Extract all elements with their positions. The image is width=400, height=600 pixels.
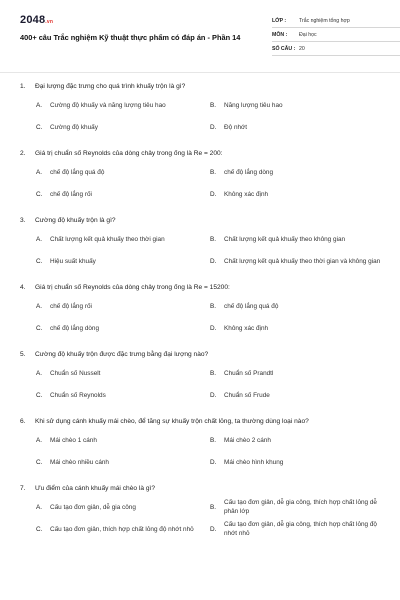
option-letter: C. bbox=[36, 525, 43, 533]
meta-value: 20 bbox=[299, 45, 305, 52]
meta-value: Trắc nghiệm tổng hợp bbox=[299, 17, 350, 24]
answer-option[interactable] bbox=[36, 362, 208, 384]
question-item bbox=[20, 78, 380, 145]
question-item bbox=[20, 413, 380, 480]
question-line bbox=[20, 480, 380, 496]
option-text: Cấu tạo đơn giản, dễ gia công bbox=[50, 503, 136, 511]
question-item bbox=[20, 279, 380, 346]
option-letter: B. bbox=[210, 168, 217, 176]
question-text: Khi sử dụng cánh khuấy mái chèo, để tăng sự khuấy trộn chất lỏng, ta thường dùng loại nào? bbox=[35, 417, 309, 425]
question-spacer bbox=[20, 339, 380, 346]
meta-row-count bbox=[272, 42, 400, 56]
option-letter: A. bbox=[36, 503, 43, 511]
option-text: chế độ lắng quá độ bbox=[224, 302, 279, 310]
question-number: 6. bbox=[20, 417, 26, 425]
option-letter: C. bbox=[36, 391, 43, 399]
option-letter: C. bbox=[36, 458, 43, 466]
question-item bbox=[20, 212, 380, 279]
option-text: Chuẩn số Frude bbox=[224, 391, 270, 399]
option-letter: D. bbox=[210, 190, 217, 198]
option-text: Mái chèo 1 cánh bbox=[50, 436, 97, 444]
meta-row-class bbox=[272, 14, 400, 28]
question-text: Giá trị chuẩn số Reynolds của dòng chảy trong ống là Re = 200: bbox=[35, 149, 223, 157]
question-spacer bbox=[20, 473, 380, 480]
option-letter: C. bbox=[36, 324, 43, 332]
question-number: 3. bbox=[20, 216, 26, 224]
option-text: Năng lượng tiêu hao bbox=[224, 101, 283, 109]
answer-option[interactable] bbox=[210, 161, 382, 183]
option-letter: A. bbox=[36, 302, 43, 310]
answer-option[interactable] bbox=[36, 161, 208, 183]
question-number: 4. bbox=[20, 283, 26, 291]
question-text: Cường độ khuấy trộn là gì? bbox=[35, 216, 116, 224]
question-number: 1. bbox=[20, 82, 26, 90]
option-text: Cấu tạo đơn giản, dễ gia công, thích hợp chất lỏng độ nhớt nhỏ bbox=[224, 521, 377, 537]
option-text: Mái chèo nhiều cánh bbox=[50, 458, 109, 466]
meta-value: Đại học bbox=[299, 31, 317, 38]
option-text: Cường độ khuấy và năng lượng tiêu hao bbox=[50, 101, 166, 109]
answer-options bbox=[20, 94, 380, 138]
option-text: chế độ lắng quá độ bbox=[50, 168, 105, 176]
question-spacer bbox=[20, 272, 380, 279]
option-letter: A. bbox=[36, 101, 43, 109]
option-text: chế độ lắng rối bbox=[50, 190, 92, 198]
answer-options bbox=[20, 496, 380, 540]
answer-options bbox=[20, 228, 380, 272]
option-letter: B. bbox=[210, 503, 217, 511]
question-item bbox=[20, 346, 380, 413]
answer-option[interactable] bbox=[36, 429, 208, 451]
answer-option[interactable] bbox=[210, 496, 382, 518]
question-line bbox=[20, 413, 380, 429]
question-list bbox=[20, 78, 380, 547]
answer-option[interactable] bbox=[210, 94, 382, 116]
document-meta bbox=[272, 14, 400, 56]
document-header bbox=[20, 14, 380, 70]
question-spacer bbox=[20, 540, 380, 547]
question-item bbox=[20, 480, 380, 547]
question-spacer bbox=[20, 205, 380, 212]
option-letter: A. bbox=[36, 235, 43, 243]
answer-option[interactable] bbox=[210, 451, 382, 473]
logo-main: 2048 bbox=[20, 14, 46, 26]
option-text: chế độ lắng dòng bbox=[50, 324, 100, 332]
answer-option[interactable] bbox=[36, 518, 208, 540]
question-text: Giá trị chuẩn số Reynolds của dòng chảy trong ống là Re = 15200: bbox=[35, 283, 230, 291]
answer-option[interactable] bbox=[36, 183, 208, 205]
option-text: Cường độ khuấy bbox=[50, 123, 98, 131]
answer-option[interactable] bbox=[36, 451, 208, 473]
option-text: Cấu tạo đơn giản, dễ gia công, thích hợp chất lỏng dễ phân lớp bbox=[224, 499, 377, 515]
option-letter: C. bbox=[36, 190, 43, 198]
answer-option[interactable] bbox=[210, 183, 382, 205]
answer-option[interactable] bbox=[210, 362, 382, 384]
answer-options bbox=[20, 362, 380, 406]
option-letter: B. bbox=[210, 302, 217, 310]
header-divider bbox=[0, 72, 400, 73]
option-letter: B. bbox=[210, 235, 217, 243]
option-text: Không xác định bbox=[224, 190, 269, 198]
option-text: chế độ lắng rối bbox=[50, 302, 92, 310]
question-number: 5. bbox=[20, 350, 26, 358]
document-title: 400+ câu Trắc nghiệm Kỹ thuật thực phẩm có đáp án - Phần 14 bbox=[20, 33, 241, 42]
question-text: Đại lượng đặc trưng cho quá trình khuấy trộn là gì? bbox=[35, 82, 186, 90]
answer-option[interactable] bbox=[210, 228, 382, 250]
option-letter: D. bbox=[210, 525, 217, 533]
question-line bbox=[20, 279, 380, 295]
option-letter: B. bbox=[210, 101, 217, 109]
question-spacer bbox=[20, 138, 380, 145]
answer-option[interactable] bbox=[210, 384, 382, 406]
answer-option[interactable] bbox=[210, 518, 382, 540]
answer-option[interactable] bbox=[210, 429, 382, 451]
answer-options bbox=[20, 429, 380, 473]
answer-option[interactable] bbox=[36, 317, 208, 339]
option-text: Mái chèo 2 cánh bbox=[224, 436, 271, 444]
answer-option[interactable] bbox=[36, 295, 208, 317]
meta-label: LỚP : bbox=[272, 17, 287, 24]
option-letter: D. bbox=[210, 257, 217, 265]
option-letter: A. bbox=[36, 436, 43, 444]
answer-option[interactable] bbox=[36, 250, 208, 272]
question-number: 7. bbox=[20, 484, 26, 492]
option-text: Không xác định bbox=[224, 324, 269, 332]
meta-label: MÔN : bbox=[272, 31, 288, 38]
answer-options bbox=[20, 295, 380, 339]
meta-label: SỐ CÂU : bbox=[272, 45, 296, 52]
answer-option[interactable] bbox=[36, 228, 208, 250]
option-letter: D. bbox=[210, 391, 217, 399]
meta-row-subject bbox=[272, 28, 400, 42]
question-line bbox=[20, 145, 380, 161]
answer-option[interactable] bbox=[210, 317, 382, 339]
option-text: Độ nhớt bbox=[224, 123, 248, 131]
option-text: Chuẩn số Reynolds bbox=[50, 391, 106, 399]
question-line bbox=[20, 346, 380, 362]
option-letter: C. bbox=[36, 257, 43, 265]
option-text: Cấu tạo đơn giản, thích hợp chất lỏng độ nhớt nhỏ bbox=[50, 525, 194, 533]
answer-option[interactable] bbox=[36, 496, 208, 518]
option-text: Hiệu suất khuấy bbox=[50, 257, 96, 265]
question-number: 2. bbox=[20, 149, 26, 157]
question-text: Ưu điểm của cánh khuấy mái chèo là gì? bbox=[35, 484, 155, 492]
option-letter: D. bbox=[210, 458, 217, 466]
option-text: Chất lượng kết quả khuấy theo không gian bbox=[224, 235, 346, 243]
option-text: chế độ lắng dòng bbox=[224, 168, 274, 176]
answer-option[interactable] bbox=[36, 116, 208, 138]
option-text: Chuẩn số Prandtl bbox=[224, 369, 274, 377]
question-line bbox=[20, 78, 380, 94]
answer-option[interactable] bbox=[36, 94, 208, 116]
option-text: Chất lượng kết quả khuấy theo thời gian và không gian bbox=[224, 257, 381, 265]
option-text: Mái chèo hình khung bbox=[224, 458, 284, 466]
site-logo[interactable] bbox=[20, 14, 53, 26]
option-letter: B. bbox=[210, 436, 217, 444]
option-letter: D. bbox=[210, 123, 217, 131]
answer-option[interactable] bbox=[36, 384, 208, 406]
question-spacer bbox=[20, 406, 380, 413]
question-item bbox=[20, 145, 380, 212]
answer-options bbox=[20, 161, 380, 205]
answer-option[interactable] bbox=[210, 250, 382, 272]
option-letter: A. bbox=[36, 369, 43, 377]
option-text: Chuẩn số Nusselt bbox=[50, 369, 101, 377]
answer-option[interactable] bbox=[210, 116, 382, 138]
answer-option[interactable] bbox=[210, 295, 382, 317]
question-text: Cường độ khuấy trộn được đặc trưng bằng đại lượng nào? bbox=[35, 350, 209, 358]
option-letter: C. bbox=[36, 123, 43, 131]
option-letter: D. bbox=[210, 324, 217, 332]
option-letter: B. bbox=[210, 369, 217, 377]
logo-suffix: .vn bbox=[45, 19, 54, 25]
option-text: Chất lượng kết quả khuấy theo thời gian bbox=[50, 235, 165, 243]
question-line bbox=[20, 212, 380, 228]
option-letter: A. bbox=[36, 168, 43, 176]
